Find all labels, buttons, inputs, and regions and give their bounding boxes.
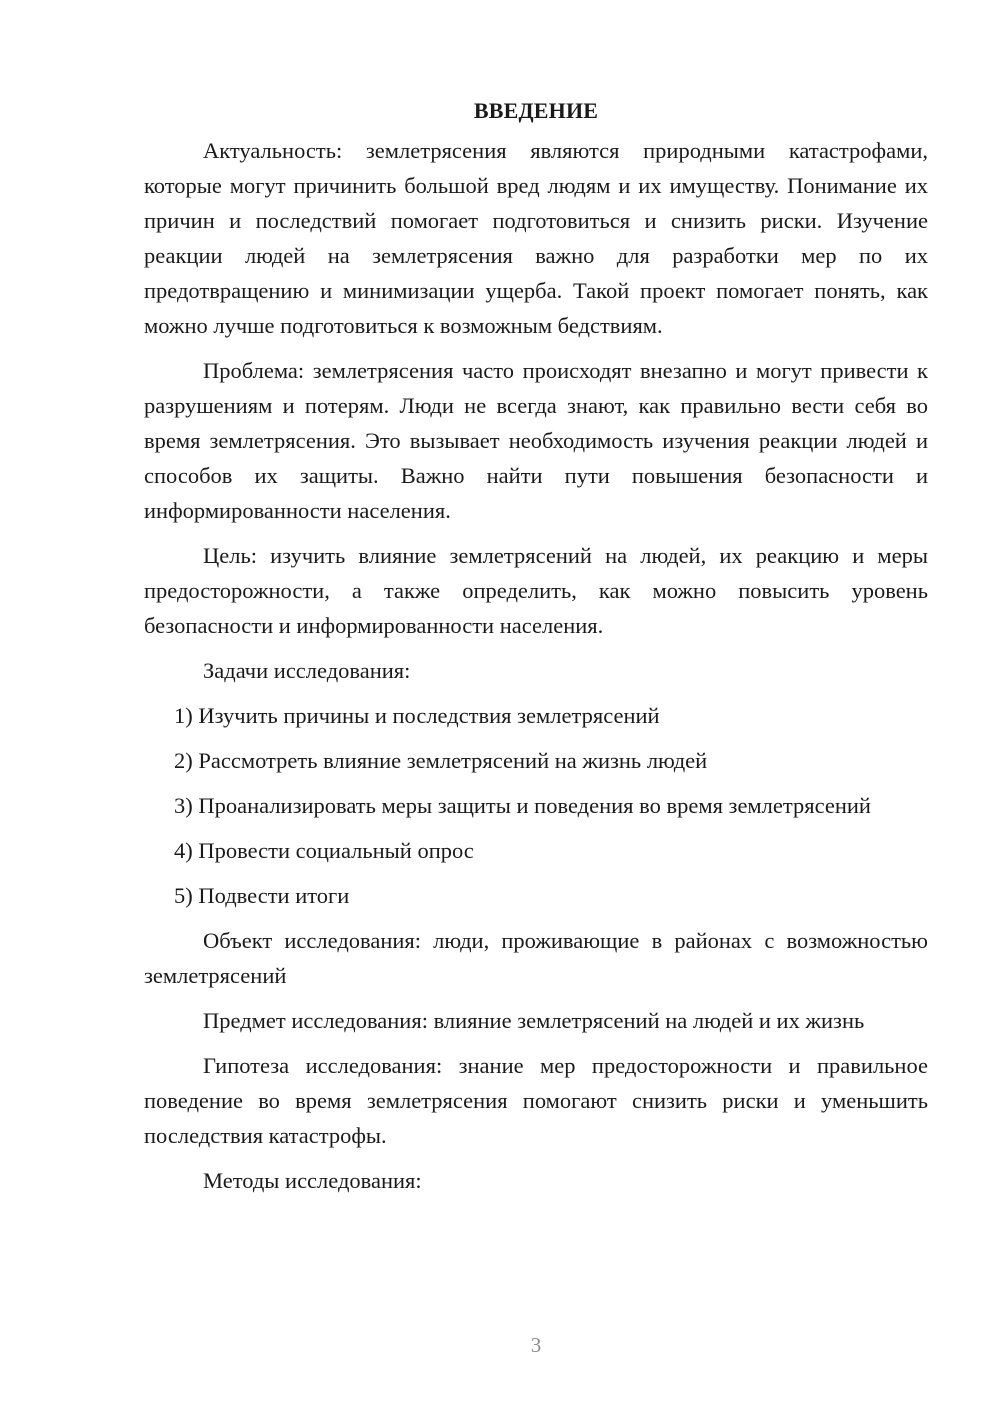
paragraph-hypothesis: Гипотеза исследования: знание мер предосторожности и правильное поведение во время землетрясения помогают снизить риски и уменьшить последствия катастрофы.	[144, 1053, 928, 1148]
paragraph-relevance: Актуальность: землетрясения являются природными катастрофами, которые могут причинить большой вред людям и их имуществу. Понимание их причин и последствий помогает подготовиться и снизить риски. Изучение реакции людей на землетрясения важно для разработки мер по их предотвращению и минимизации ущерба. Такой проект помогает понять, как можно лучше подготовиться к возможным бедствиям.	[144, 138, 928, 338]
section-heading: ВВЕДЕНИЕ	[473, 98, 599, 123]
document-page	[144, 95, 928, 1208]
tasks-heading: Задачи исследования:	[203, 658, 411, 683]
paragraph-problem: Проблема: землетрясения часто происходят внезапно и могут привести к разрушениям и потерям. Люди не всегда знают, как правильно вести себя во время землетрясения. Это вызывает необходимость изучения реакции людей и способов их защиты. Важно найти пути повышения безопасности и информированности населения.	[144, 358, 928, 523]
task-item-4: 4) Провести социальный опрос	[174, 838, 474, 863]
paragraph-object: Объект исследования: люди, проживающие в районах с возможностью землетрясений	[144, 928, 928, 988]
task-item-1: 1) Изучить причины и последствия землетрясений	[174, 703, 660, 728]
paragraph-subject: Предмет исследования: влияние землетрясений на людей и их жизнь	[203, 1008, 865, 1033]
methods-heading: Методы исследования:	[203, 1168, 422, 1193]
page-number: 3	[530, 1333, 542, 1357]
paragraph-goal: Цель: изучить влияние землетрясений на людей, их реакцию и меры предосторожности, а также определить, как можно повысить уровень безопасности и информированности населения.	[144, 543, 928, 638]
task-item-3: 3) Проанализировать меры защиты и поведения во время землетрясений	[174, 793, 871, 818]
task-item-5: 5) Подвести итоги	[174, 883, 350, 908]
task-item-2: 2) Рассмотреть влияние землетрясений на жизнь людей	[174, 748, 708, 773]
